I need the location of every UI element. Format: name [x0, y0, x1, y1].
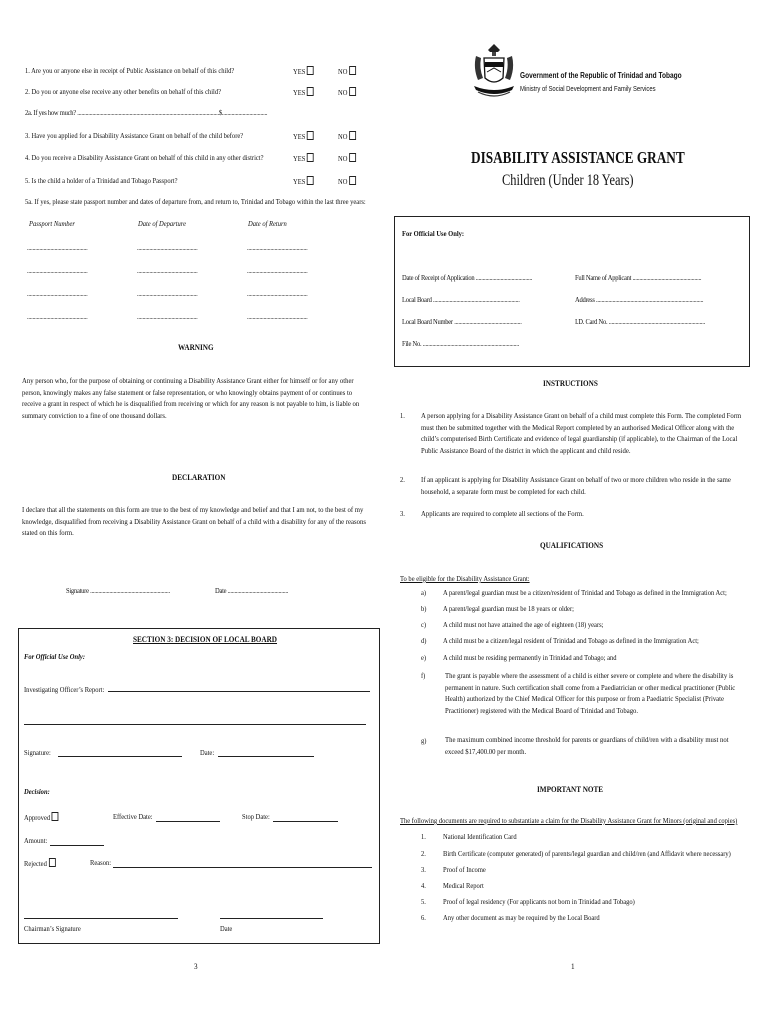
document-item: Any other document as may be required by the Local Board: [443, 913, 600, 922]
important-note-title: IMPORTANT NOTE: [537, 785, 604, 794]
no-label: NO: [338, 177, 348, 186]
no-option-5[interactable]: [338, 176, 356, 187]
government-line: Government of the Republic of Trinidad and Tobago: [520, 71, 682, 80]
question-4: 4. Do you receive a Disability Assistance Grant on behalf of this child in any other district?: [25, 153, 264, 162]
local-board-field[interactable]: Local Board ...............................................................: [402, 295, 520, 304]
no-option-1[interactable]: [338, 66, 356, 77]
investigating-report-label: Investigating Officer’s Report:: [24, 685, 105, 694]
form-title: DISABILITY ASSISTANCE GRANT: [471, 148, 685, 167]
section3-box: [18, 628, 380, 944]
passport-field[interactable]: ............................................: [27, 289, 88, 298]
section3-signature-label: Signature:: [24, 748, 51, 757]
instruction-number: 3.: [400, 509, 405, 518]
yes-option-4[interactable]: [293, 153, 314, 164]
qualification-letter: g): [421, 736, 427, 745]
checkbox-icon[interactable]: [307, 176, 314, 185]
checkbox-icon[interactable]: [349, 176, 356, 185]
ministry-line: Ministry of Social Development and Family Services: [520, 84, 656, 93]
chairman-signature-field[interactable]: [24, 918, 178, 919]
qualification-item: The grant is payable where the assessment of a child is either severe or complete and where the disability is permanent in nature. Such certification shall come from a Paediatrician or other medical practitioner (Public Health) authorized by the Chief Medical Officer for this purpose or from a Paediatric Specialist (Private Practitioner) registered with the Medical Board of Trinidad and Tobago.: [445, 671, 736, 715]
declaration-text: I declare that all the statements on this form are true to the best of my knowledge and belief and that I am not, to the best of my knowledge, disqualified from receiving a Disability Assistance Grant on behalf of a child with a disability for any of the reasons stated on this form.: [22, 505, 366, 537]
passport-number-header: Passport Number: [29, 219, 75, 228]
approved-label: Approved: [24, 813, 51, 822]
id-card-field[interactable]: I.D. Card No. ......................................................................: [575, 317, 705, 326]
question-5: 5. Is the child a holder of a Trinidad and Tobago Passport?: [25, 176, 178, 185]
page-number-right: 1: [571, 962, 575, 971]
document-item: National Identification Card: [443, 832, 517, 841]
yes-label: YES: [293, 154, 306, 163]
address-field[interactable]: Address ..............................................................................: [575, 295, 704, 304]
departure-field[interactable]: ............................................: [137, 266, 198, 275]
stop-date-field[interactable]: [273, 821, 338, 822]
question-2: 2. Do you or anyone else receive any other benefits on behalf of this child?: [25, 87, 222, 96]
no-label: NO: [338, 132, 348, 141]
yes-label: YES: [293, 177, 306, 186]
effective-date-label: Effective Date:: [113, 812, 153, 821]
qualification-item: A parent/legal guardian must be 18 years or older;: [443, 604, 574, 613]
reason-field[interactable]: [113, 867, 372, 868]
chairman-date-field[interactable]: [220, 918, 323, 919]
qualification-item: A child must not have attained the age of eighteen (18) years;: [443, 620, 604, 629]
effective-date-field[interactable]: [156, 821, 220, 822]
no-label: NO: [338, 67, 348, 76]
qualification-item: A child must be residing permanently in Trinidad and Tobago; and: [443, 653, 617, 662]
qualification-item: The maximum combined income threshold for parents or guardians of child/ren with a disability must not exceed $17,400.00 per month.: [445, 735, 729, 756]
rejected-label: Rejected: [24, 859, 47, 868]
chairman-signature-label: Chairman’s Signature: [24, 924, 81, 933]
qualification-letter: d): [421, 636, 427, 645]
departure-field[interactable]: ............................................: [137, 243, 198, 252]
qualifications-intro: To be eligible for the Disability Assistance Grant:: [400, 574, 530, 583]
checkbox-icon[interactable]: [349, 66, 356, 75]
yes-label: YES: [293, 132, 306, 141]
checkbox-icon[interactable]: [307, 66, 314, 75]
document-item: Medical Report: [443, 881, 484, 890]
no-label: NO: [338, 88, 348, 97]
decision-label: Decision:: [24, 787, 50, 796]
qualification-letter: f): [421, 671, 426, 680]
question-5a: 5a. If yes, please state passport number and dates of departure from, and return to, Trinidad and Tobago within the last three years:: [25, 197, 366, 206]
qualification-letter: a): [421, 588, 427, 597]
coat-of-arms-icon: [470, 42, 518, 104]
document-item: Proof of Income: [443, 865, 486, 874]
yes-label: YES: [293, 67, 306, 76]
document-number: 1.: [421, 832, 426, 841]
return-field[interactable]: ............................................: [247, 312, 308, 321]
return-field[interactable]: ............................................: [247, 266, 308, 275]
form-subtitle: Children (Under 18 Years): [502, 172, 634, 189]
departure-field[interactable]: ............................................: [137, 312, 198, 321]
qualification-item: A parent/legal guardian must be a citizen/resident of Trinidad and Tobago as defined in the Immigration Act;: [443, 588, 727, 597]
official-use-heading: For Official Use Only:: [402, 229, 465, 238]
investigating-report-field[interactable]: [108, 691, 370, 692]
stop-date-label: Stop Date:: [242, 812, 270, 821]
instructions-title: INSTRUCTIONS: [543, 379, 598, 388]
return-date-header: Date of Return: [248, 219, 287, 228]
passport-field[interactable]: ............................................: [27, 243, 88, 252]
instruction-item: If an applicant is applying for Disability Assistance Grant on behalf of two or more children who reside in the same household, a separate form must be completed for each child.: [421, 475, 731, 496]
no-option-3[interactable]: [338, 131, 356, 142]
qualification-letter: c): [421, 620, 427, 629]
passport-field[interactable]: ............................................: [27, 312, 88, 321]
yes-option-5[interactable]: [293, 176, 314, 187]
amount-field[interactable]: [50, 845, 104, 846]
yes-option-1[interactable]: [293, 66, 314, 77]
receipt-date-field[interactable]: Date of Receipt of Application .........................................: [402, 273, 533, 282]
document-number: 5.: [421, 897, 426, 906]
section3-date-label: Date:: [200, 748, 215, 757]
no-option-2[interactable]: [338, 87, 356, 98]
checkbox-icon[interactable]: [307, 131, 314, 140]
page-number-left: 3: [194, 962, 198, 971]
checkbox-icon[interactable]: [49, 858, 56, 867]
applicant-name-field[interactable]: Full Name of Applicant ..................................................: [575, 273, 702, 282]
qualifications-title: QUALIFICATIONS: [540, 541, 604, 550]
yes-option-2[interactable]: [293, 87, 314, 98]
question-3: 3. Have you applied for a Disability Assistance Grant on behalf of the child before?: [25, 131, 244, 140]
checkbox-icon[interactable]: [307, 153, 314, 162]
question-1: 1. Are you or anyone else in receipt of Public Assistance on behalf of this child?: [25, 66, 235, 75]
chairman-date-label: Date: [220, 924, 233, 933]
document-number: 2.: [421, 849, 426, 858]
document-number: 3.: [421, 865, 426, 874]
local-board-number-field[interactable]: Local Board Number .................................................: [402, 317, 522, 326]
yes-option-3[interactable]: [293, 131, 314, 142]
departure-field[interactable]: ............................................: [137, 289, 198, 298]
checkbox-icon[interactable]: [52, 812, 59, 821]
investigating-report-field-2[interactable]: [24, 724, 366, 725]
section3-signature-field[interactable]: [58, 756, 182, 757]
amount-label: Amount:: [24, 836, 48, 845]
instruction-number: 1.: [400, 411, 405, 420]
instruction-item: A person applying for a Disability Assistance Grant on behalf of a child must complete this Form. The completed Form must then be submitted together with the Medical Report completed by an authorised Medical Officer along with the child’s computerised Birth Certificate and evidence of legal guardianship (if applicable), to the Chairman of the Local Public Assistance Board of the district in which the applicant and child reside.: [421, 411, 742, 455]
reason-label: Reason:: [90, 858, 112, 867]
section3-official-use: For Official Use Only:: [24, 652, 86, 661]
qualification-letter: e): [421, 653, 427, 662]
no-label: NO: [338, 154, 348, 163]
warning-text: Any person who, for the purpose of obtaining or continuing a Disability Assistance Grant either for himself or for any other person, knowingly makes any false statement or false representation, or who knowingly obtains payment of or continues to receive a grant in respect of which he is disqualified from receiving or which for any reason is not payable to him, is liable on summary conviction to a fine of one thousand dollars.: [22, 376, 360, 420]
instruction-item: Applicants are required to complete all sections of the Form.: [421, 509, 584, 518]
return-field[interactable]: ............................................: [247, 243, 308, 252]
no-option-4[interactable]: [338, 153, 356, 164]
question-2a[interactable]: 2a. If yes how much? .......................................................................................................$.................................: [25, 108, 268, 117]
passport-field[interactable]: ............................................: [27, 266, 88, 275]
checkbox-icon[interactable]: [349, 153, 356, 162]
approved-option[interactable]: [24, 812, 59, 823]
signature-field[interactable]: Signature ..........................................................: [66, 586, 170, 595]
warning-title: WARNING: [178, 343, 214, 352]
checkbox-icon[interactable]: [307, 87, 314, 96]
checkbox-icon[interactable]: [349, 87, 356, 96]
return-field[interactable]: ............................................: [247, 289, 308, 298]
declaration-title: DECLARATION: [172, 473, 226, 482]
departure-date-header: Date of Departure: [138, 219, 187, 228]
file-number-field[interactable]: File No. ......................................................................: [402, 339, 519, 348]
yes-label: YES: [293, 88, 306, 97]
section3-title: SECTION 3: DECISION OF LOCAL BOARD: [133, 635, 278, 644]
document-item: Birth Certificate (computer generated) of parents/legal guardian and child/ren (and Affidavit where necessary): [443, 849, 731, 858]
section3-date-field[interactable]: [218, 756, 314, 757]
qualification-item: A child must be a citizen/legal resident of Trinidad and Tobago as defined in the Immigration Act;: [443, 636, 699, 645]
instruction-number: 2.: [400, 475, 405, 484]
document-number: 4.: [421, 881, 426, 890]
important-note-intro: The following documents are required to substantiate a claim for the Disability Assistance Grant for Minors (original and copies): [400, 816, 738, 825]
rejected-option[interactable]: [24, 858, 55, 869]
document-number: 6.: [421, 913, 426, 922]
checkbox-icon[interactable]: [349, 131, 356, 140]
qualification-letter: b): [421, 604, 427, 613]
document-item: Proof of legal residency (For applicants not born in Trinidad and Tobago): [443, 897, 635, 906]
date-field[interactable]: Date ............................................: [215, 586, 289, 595]
